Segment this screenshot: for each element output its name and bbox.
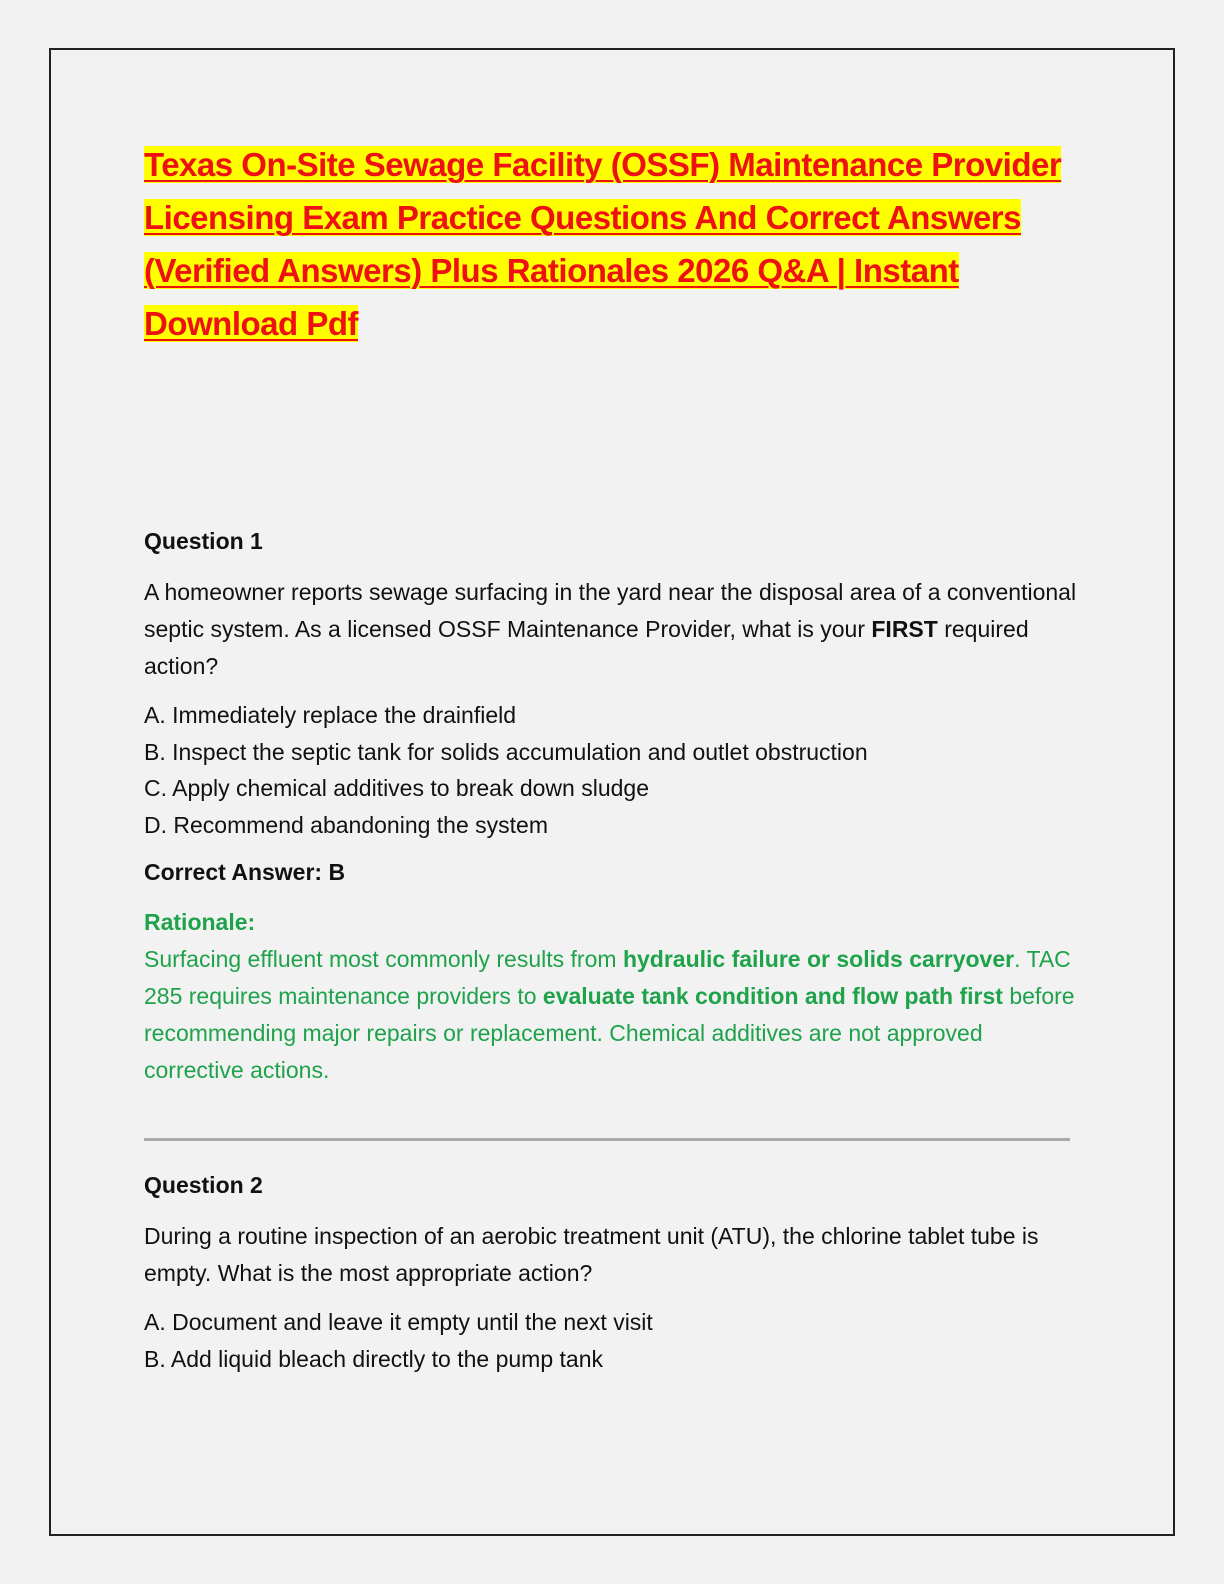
correct-answer: Correct Answer: B <box>144 859 346 885</box>
rationale <box>144 907 1080 1089</box>
question-heading: Question 2 <box>144 1172 263 1198</box>
option-a: A. Document and leave it empty until the next visit <box>144 1309 653 1335</box>
section-divider <box>144 1138 1070 1141</box>
question-block-2 <box>144 1170 1080 1391</box>
question-block-1 <box>144 526 1080 1089</box>
option-b: B. Add liquid bleach directly to the pump tank <box>144 1345 604 1372</box>
emphasis-first: FIRST <box>871 616 938 642</box>
document-title-text: Texas On-Site Sewage Facility (OSSF) Maintenance Provider Licensing Exam Practice Questions And Correct Answers (Verified Answers) Plus Rationales 2026 Q&A | Instant Download Pdf <box>144 146 1062 342</box>
question-text: A homeowner reports sewage surfacing in the yard near the disposal area of a conventional septic system. As a licensed OSSF Maintenance Provider, what is your FIRST required action? <box>144 579 1077 679</box>
option-b: B. Inspect the septic tank for solids accumulation and outlet obstruction <box>144 738 868 765</box>
document-content <box>144 138 1080 1372</box>
rationale-heading: Rationale: <box>144 909 256 935</box>
answer-options <box>144 1304 1080 1377</box>
question-heading: Question 1 <box>144 528 263 554</box>
option-a: A. Immediately replace the drainfield <box>144 702 517 728</box>
option-c: C. Apply chemical additives to break down sludge <box>144 775 650 801</box>
question-text: During a routine inspection of an aerobic treatment unit (ATU), the chlorine tablet tube is empty. What is the most appropriate action? <box>144 1223 1039 1286</box>
option-d: D. Recommend abandoning the system <box>144 811 548 838</box>
answer-options <box>144 697 1080 843</box>
document-title <box>144 138 1080 350</box>
rationale-text: Surfacing effluent most commonly results from hydraulic failure or solids carryover. TAC 285 requires maintenance providers to evaluate tank condition and flow path first before recommending major repairs or replacement. Chemical additives are not approved corrective actions. <box>144 946 1075 1083</box>
